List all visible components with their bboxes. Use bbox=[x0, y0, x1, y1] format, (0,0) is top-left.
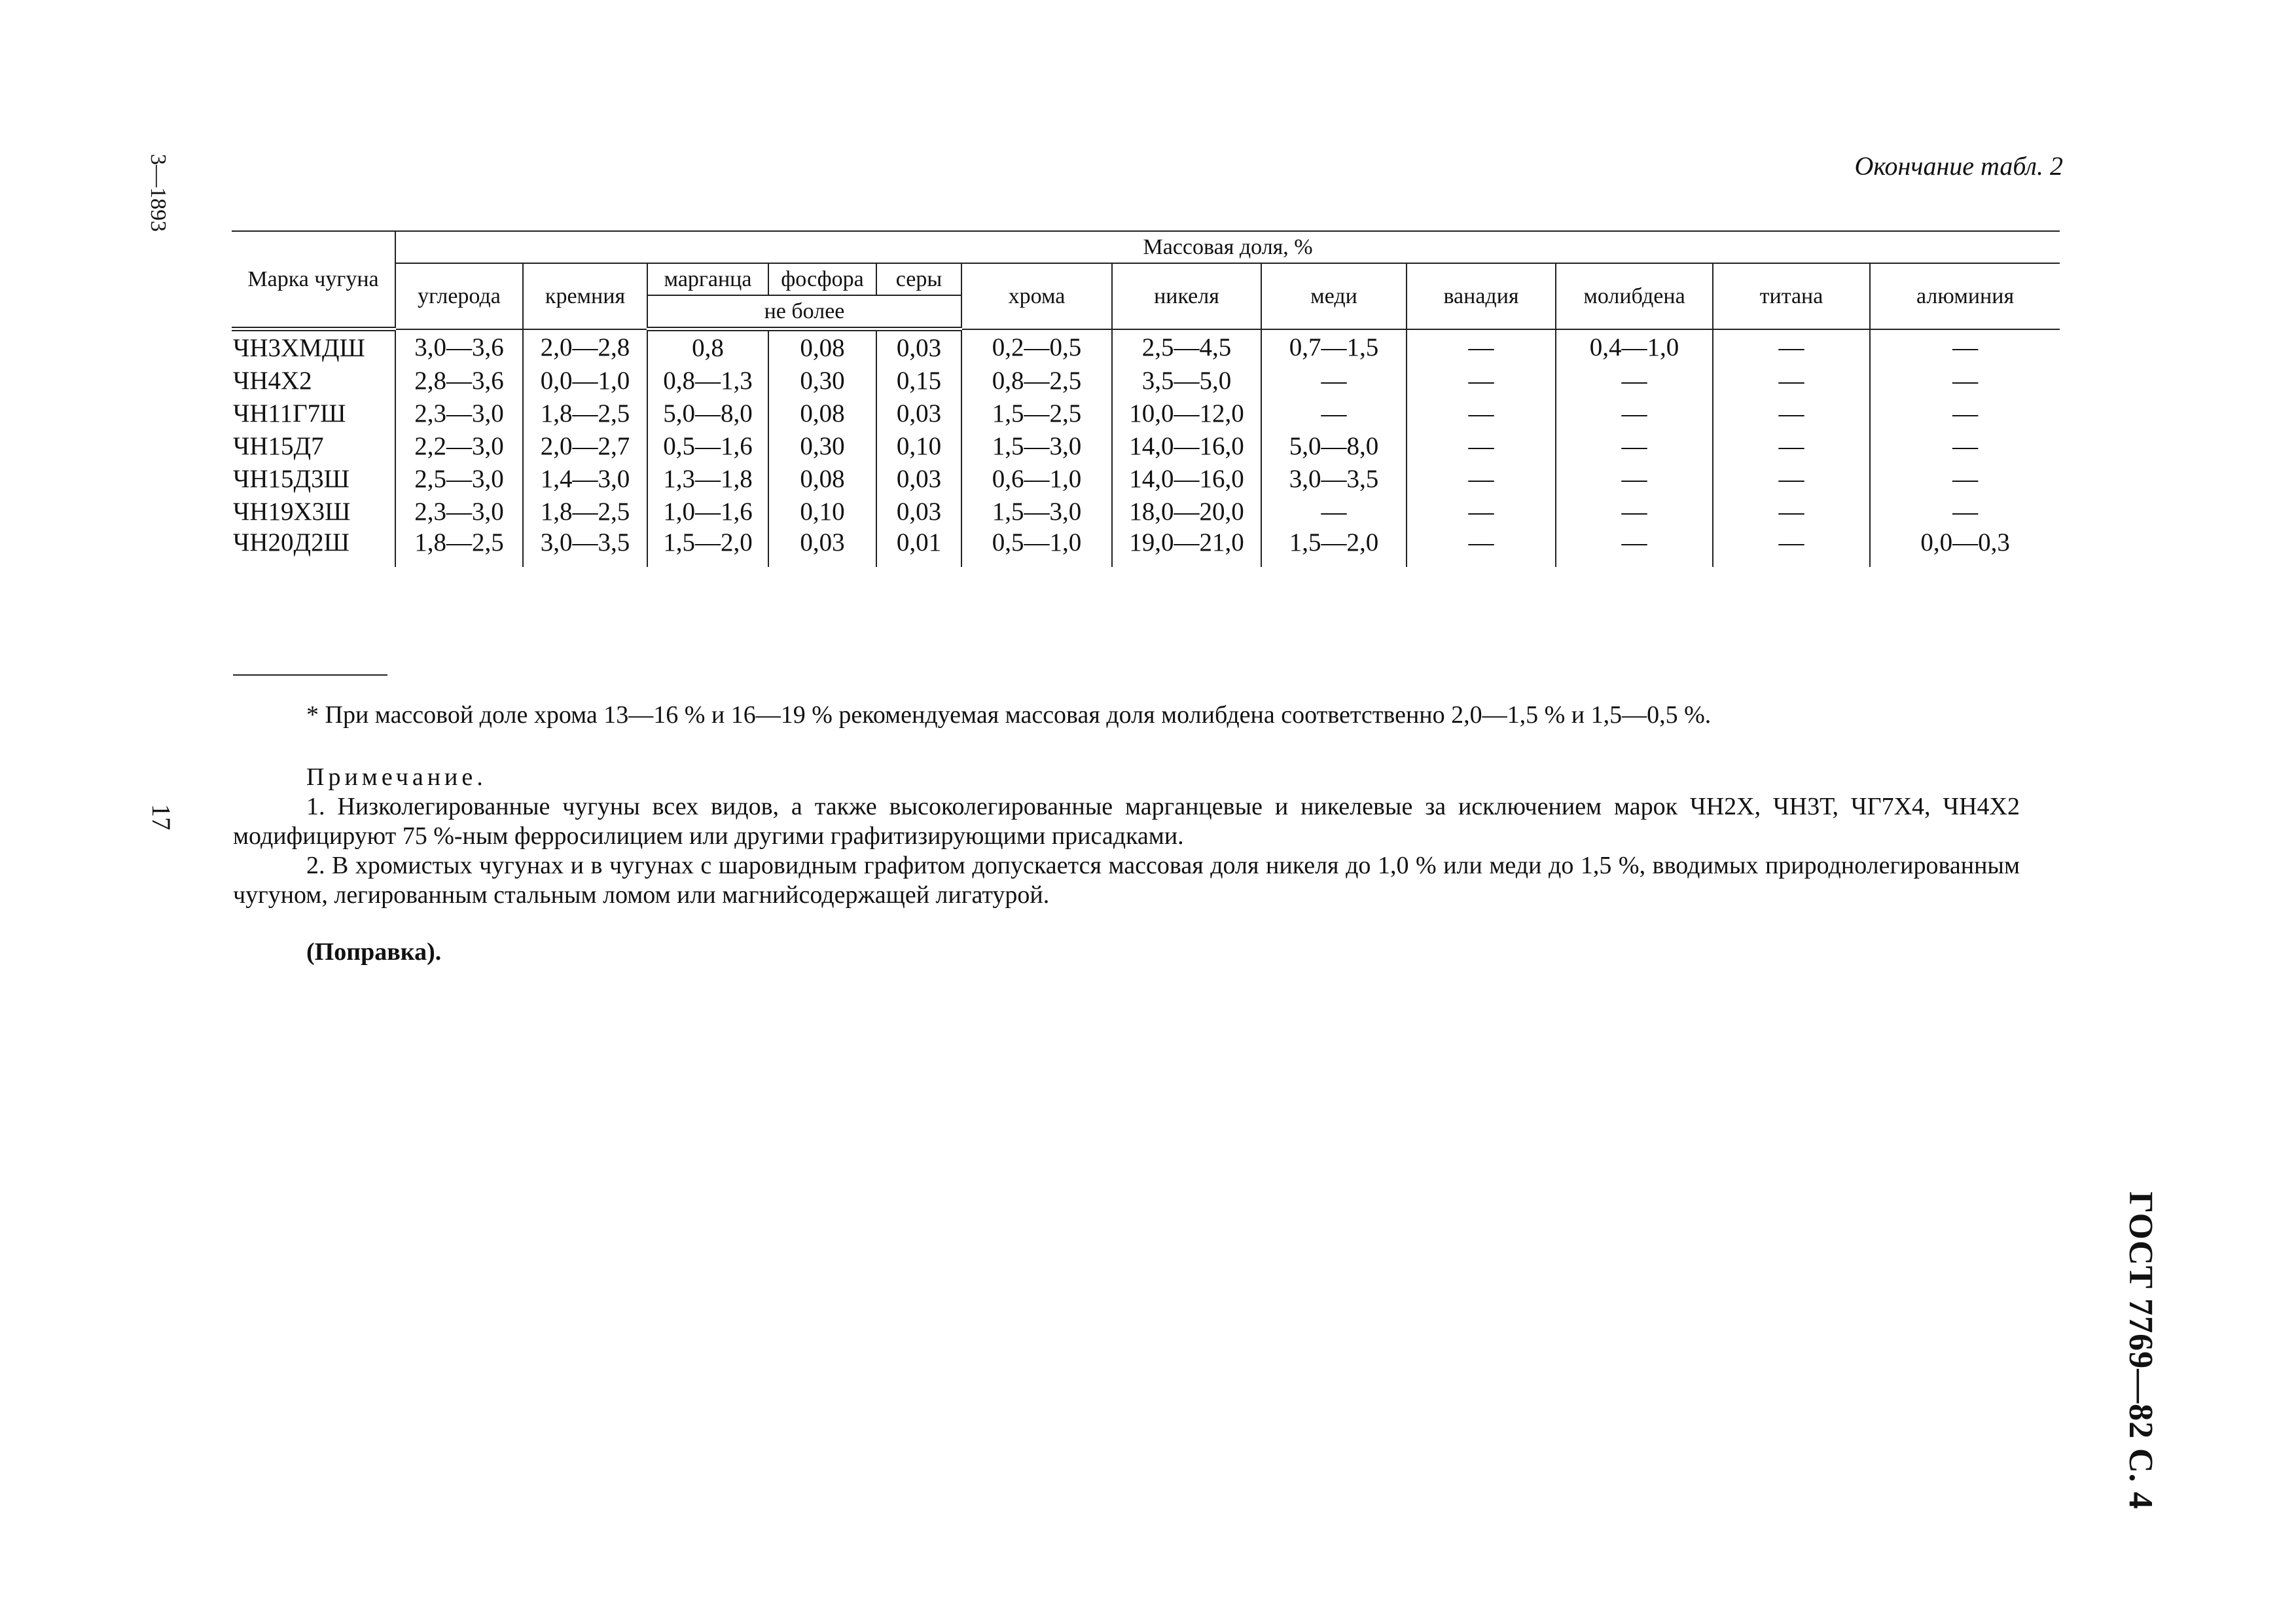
cell-value: 0,08 bbox=[768, 329, 876, 365]
cell-value: 5,0—8,0 bbox=[647, 397, 768, 429]
header-phosphorus: фосфора bbox=[768, 263, 876, 295]
cell-value: 1,5—3,0 bbox=[961, 429, 1112, 462]
table-caption: Окончание табл. 2 bbox=[1854, 151, 2063, 181]
cell-value: 0,08 bbox=[768, 397, 876, 429]
table-row bbox=[232, 329, 2060, 365]
cell-value: 2,5—3,0 bbox=[395, 462, 523, 495]
header-nickel: никеля bbox=[1112, 263, 1261, 329]
margin-code: 3—1893 bbox=[146, 154, 170, 232]
footnote-divider bbox=[233, 674, 387, 676]
cell-value: 0,01 bbox=[876, 528, 961, 567]
cell-value: 2,8—3,6 bbox=[395, 364, 523, 397]
cell-value: 2,2—3,0 bbox=[395, 429, 523, 462]
cell-value: — bbox=[1407, 528, 1556, 567]
cell-value: 0,15 bbox=[876, 364, 961, 397]
table-row bbox=[232, 495, 2060, 528]
cell-grade: ЧН11Г7Ш bbox=[233, 399, 346, 428]
cell-value: — bbox=[1556, 495, 1713, 528]
cell-value: — bbox=[1870, 364, 2060, 397]
cell-value: 14,0—16,0 bbox=[1112, 462, 1261, 495]
table-row bbox=[232, 364, 2060, 397]
cell-value: 1,8—2,5 bbox=[523, 495, 647, 528]
cell-value: — bbox=[1870, 397, 2060, 429]
cell-value: — bbox=[1407, 397, 1556, 429]
cell-value: — bbox=[1713, 397, 1870, 429]
cell-value: 5,0—8,0 bbox=[1261, 429, 1407, 462]
cell-value: 0,03 bbox=[876, 462, 961, 495]
cell-value: — bbox=[1407, 329, 1556, 365]
cell-value: 14,0—16,0 bbox=[1112, 429, 1261, 462]
cell-value: 3,0—3,6 bbox=[395, 329, 523, 365]
cell-value: — bbox=[1556, 397, 1713, 429]
cell-value: 2,0—2,7 bbox=[523, 429, 647, 462]
margin-page-number: 17 bbox=[147, 804, 176, 830]
cell-value: — bbox=[1713, 495, 1870, 528]
cell-value: — bbox=[1713, 462, 1870, 495]
cell-value: 0,8—2,5 bbox=[961, 364, 1112, 397]
cell-value: 10,0—12,0 bbox=[1112, 397, 1261, 429]
cell-value: 0,03 bbox=[876, 397, 961, 429]
cell-value: 1,5—3,0 bbox=[961, 495, 1112, 528]
cell-value: 2,3—3,0 bbox=[395, 495, 523, 528]
cell-value: 3,0—3,5 bbox=[1261, 462, 1407, 495]
cell-value: — bbox=[1556, 429, 1713, 462]
note-item-1-text: 1. Низколегированные чугуны всех видов, а также высоколегированные марганцевые и никелевые за исключением марок ЧН2Х, ЧН3Т, ЧГ7Х4, ЧН4Х2 модифицируют 75 %-ным ферросилицием или другими графитизирующими присадками. bbox=[233, 793, 2020, 850]
cell-value: 2,0—2,8 bbox=[523, 329, 647, 365]
table-row bbox=[232, 528, 2060, 567]
header-grade: Марка чугуна bbox=[232, 231, 395, 329]
cell-value: — bbox=[1713, 329, 1870, 365]
header-vanadium: ванадия bbox=[1407, 263, 1556, 329]
cell-value: 0,0—0,3 bbox=[1870, 528, 2060, 567]
cell-value: 18,0—20,0 bbox=[1112, 495, 1261, 528]
cell-value: 0,5—1,6 bbox=[647, 429, 768, 462]
cell-value: 1,3—1,8 bbox=[647, 462, 768, 495]
table-row bbox=[232, 397, 2060, 429]
standard-header: ГОСТ 7769—82 С. 4 bbox=[2122, 1192, 2159, 1510]
cell-value: 0,03 bbox=[876, 495, 961, 528]
cell-value: 0,6—1,0 bbox=[961, 462, 1112, 495]
cell-grade: ЧН20Д2Ш bbox=[233, 528, 350, 557]
cell-value: 0,08 bbox=[768, 462, 876, 495]
cell-value: 0,5—1,0 bbox=[961, 528, 1112, 567]
cell-value: 1,8—2,5 bbox=[395, 528, 523, 567]
cell-grade: ЧН19Х3Ш bbox=[233, 497, 351, 526]
cell-value: 0,8 bbox=[647, 329, 768, 365]
cell-value: 1,0—1,6 bbox=[647, 495, 768, 528]
cell-value: 1,5—2,0 bbox=[1261, 528, 1407, 567]
cell-value: — bbox=[1407, 462, 1556, 495]
note-heading: Примечание. bbox=[306, 763, 487, 791]
cell-value: 0,10 bbox=[876, 429, 961, 462]
cell-value: 0,7—1,5 bbox=[1261, 329, 1407, 365]
cell-value: — bbox=[1713, 528, 1870, 567]
table-row bbox=[232, 429, 2060, 462]
cell-value: 0,8—1,3 bbox=[647, 364, 768, 397]
cell-value: 0,4—1,0 bbox=[1556, 329, 1713, 365]
footnote-text: * При массовой доле хрома 13—16 % и 16—19 % рекомендуемая массовая доля молибдена соответственно 2,0—1,5 % и 1,5—0,5 %. bbox=[306, 701, 1712, 729]
header-aluminium: алюминия bbox=[1870, 263, 2060, 329]
cell-grade: ЧН4Х2 bbox=[233, 366, 312, 395]
cell-value: 0,03 bbox=[768, 528, 876, 567]
cell-value: 2,5—4,5 bbox=[1112, 329, 1261, 365]
header-titanium: титана bbox=[1713, 263, 1870, 329]
cell-value: — bbox=[1870, 329, 2060, 365]
correction-label: (Поправка). bbox=[306, 938, 442, 966]
cell-value: 1,5—2,5 bbox=[961, 397, 1112, 429]
cell-value: 0,03 bbox=[876, 329, 961, 365]
cell-grade: ЧН15Д7 bbox=[233, 431, 324, 460]
header-carbon: углерода bbox=[395, 263, 523, 329]
cell-value: 2,3—3,0 bbox=[395, 397, 523, 429]
cell-value: — bbox=[1556, 528, 1713, 567]
note-item-2 bbox=[233, 851, 2020, 910]
cell-value: — bbox=[1407, 364, 1556, 397]
cell-value: 1,4—3,0 bbox=[523, 462, 647, 495]
cell-value: — bbox=[1870, 495, 2060, 528]
cell-value: — bbox=[1870, 429, 2060, 462]
header-molybdenum: молибдена bbox=[1556, 263, 1713, 329]
header-not-more: не более bbox=[647, 295, 961, 329]
cell-grade: ЧН15Д3Ш bbox=[233, 464, 350, 493]
cell-value: 0,30 bbox=[768, 364, 876, 397]
note-item-1 bbox=[233, 792, 2020, 851]
cell-value: — bbox=[1261, 397, 1407, 429]
cell-value: — bbox=[1870, 462, 2060, 495]
cell-value: 3,0—3,5 bbox=[523, 528, 647, 567]
cell-value: 3,5—5,0 bbox=[1112, 364, 1261, 397]
cell-value: 0,30 bbox=[768, 429, 876, 462]
header-mass-fraction: Массовая доля, % bbox=[395, 231, 2060, 263]
cell-value: 19,0—21,0 bbox=[1112, 528, 1261, 567]
cell-value: 1,8—2,5 bbox=[523, 397, 647, 429]
cell-value: — bbox=[1261, 364, 1407, 397]
cell-value: 0,2—0,5 bbox=[961, 329, 1112, 365]
cell-value: — bbox=[1713, 364, 1870, 397]
header-manganese: марганца bbox=[647, 263, 768, 295]
header-sulfur: серы bbox=[876, 263, 961, 295]
cell-value: — bbox=[1713, 429, 1870, 462]
cell-value: 1,5—2,0 bbox=[647, 528, 768, 567]
cell-value: — bbox=[1407, 429, 1556, 462]
cell-value: 0,10 bbox=[768, 495, 876, 528]
note-item-2-text: 2. В хромистых чугунах и в чугунах с шаровидным графитом допускается массовая доля никеля до 1,0 % или меди до 1,5 %, вводимых природнолегированным чугуном, легированным стальным ломом или магнийсодержащей лигатурой. bbox=[233, 852, 2020, 909]
header-silicon: кремния bbox=[523, 263, 647, 329]
cell-value: — bbox=[1261, 495, 1407, 528]
header-chromium: хрома bbox=[961, 263, 1112, 329]
composition-table bbox=[232, 230, 2060, 567]
cell-grade: ЧН3ХМДШ bbox=[233, 333, 365, 362]
cell-value: — bbox=[1556, 462, 1713, 495]
cell-value: 0,0—1,0 bbox=[523, 364, 647, 397]
cell-value: — bbox=[1407, 495, 1556, 528]
table-row bbox=[232, 462, 2060, 495]
header-copper: меди bbox=[1261, 263, 1407, 329]
cell-value: — bbox=[1556, 364, 1713, 397]
composition-table-wrapper bbox=[232, 230, 2060, 567]
